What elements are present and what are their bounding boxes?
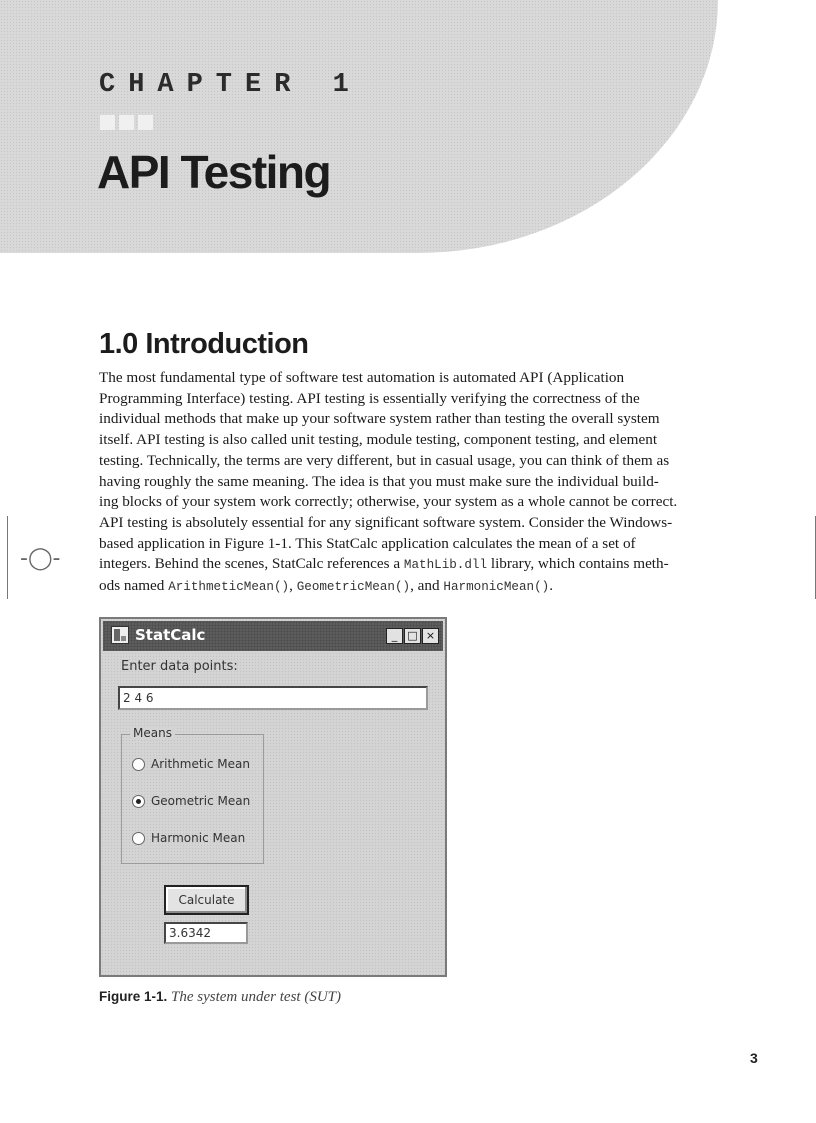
means-groupbox: [121, 726, 264, 864]
text-run: ,: [289, 577, 297, 595]
radio-label: Harmonic Mean: [151, 831, 246, 845]
text-run: .: [549, 577, 554, 595]
paragraph-line: [99, 409, 739, 430]
close-button[interactable]: ×: [422, 628, 439, 644]
figure-label: Figure 1-1.: [99, 989, 168, 1004]
text-run: library, which contains meth-: [487, 555, 669, 573]
maximize-button[interactable]: □: [404, 628, 421, 644]
paragraph-line: [99, 554, 739, 576]
paragraph-line: [99, 513, 739, 534]
inline-code: ArithmeticMean(): [168, 580, 290, 595]
text-run: itself. API testing is also called unit testing, module testing, component testing, and element: [99, 431, 658, 449]
paragraph-line: [99, 368, 739, 389]
calculate-button[interactable]: Calculate: [164, 885, 249, 915]
means-group-label: Means: [130, 726, 175, 740]
inline-code: GeometricMean(): [296, 580, 411, 595]
chapter-title: API Testing: [97, 146, 331, 198]
paragraph-line: [99, 492, 739, 513]
window-titlebar[interactable]: [103, 621, 443, 651]
section-heading: 1.0 Introduction: [99, 328, 309, 360]
paragraph-line: [99, 534, 739, 555]
paragraph-line: [99, 430, 739, 451]
text-run: ing blocks of your system work correctly; otherwise, your system as a whole cannot be correct.: [99, 493, 678, 511]
left-margin-rule: [7, 516, 8, 599]
chapter-label: CHAPTER 1: [99, 70, 362, 100]
paragraph-line: [99, 472, 739, 493]
text-run: individual methods that make up your software system rather than testing the overall system: [99, 410, 660, 428]
figure-caption-text: The system under test (SUT): [171, 989, 341, 1005]
data-points-label: Enter data points:: [121, 659, 238, 674]
text-run: testing. Technically, the terms are very different, but in casual usage, you can think of them as: [99, 451, 670, 469]
text-run: ods named: [99, 577, 169, 595]
inline-code: HarmonicMean(): [443, 580, 550, 595]
radio-label: Arithmetic Mean: [151, 757, 251, 771]
paragraph-line: [99, 389, 739, 410]
statcalc-window: [99, 617, 447, 977]
inline-code: MathLib.dll: [403, 558, 488, 573]
app-icon: [111, 626, 129, 644]
radio-geometric-mean[interactable]: [132, 794, 250, 808]
intro-paragraph: [99, 368, 739, 598]
radio-selected-icon: [132, 795, 145, 808]
paragraph-line: [99, 451, 739, 472]
chapter-ornament-squares: [100, 115, 157, 131]
radio-label: Geometric Mean: [151, 794, 251, 808]
paragraph-line: [99, 576, 739, 598]
text-run: integers. Behind the scenes, StatCalc references a: [99, 555, 404, 573]
text-run: , and: [410, 577, 444, 595]
window-title: StatCalc: [135, 626, 206, 644]
minimize-button[interactable]: _: [386, 628, 403, 644]
radio-harmonic-mean[interactable]: [132, 831, 245, 845]
ornament-square: [119, 115, 134, 130]
figure-caption: [99, 989, 341, 1006]
radio-circle-icon: [132, 832, 145, 845]
ornament-square: [100, 115, 115, 130]
text-run: Programming Interface) testing. API testing is essentially verifying the correctness of the: [99, 389, 640, 407]
radio-circle-icon: [132, 758, 145, 771]
text-run: based application in Figure 1-1. This StatCalc application calculates the mean of a set of: [99, 534, 636, 552]
result-field: [164, 922, 248, 944]
text-run: API testing is absolutely essential for any significant software system. Consider the Windows-: [99, 513, 673, 531]
text-run: The most fundamental type of software test automation is automated API (Application: [99, 369, 625, 386]
data-points-input[interactable]: [118, 686, 428, 710]
text-run: having roughly the same meaning. The idea is that you must make sure the individual build-: [99, 472, 659, 490]
window-controls: [386, 628, 440, 646]
ornament-square: [138, 115, 153, 130]
radio-arithmetic-mean[interactable]: [132, 757, 250, 771]
page-number: 3: [750, 1050, 758, 1066]
registration-mark-icon: -◯-: [20, 546, 61, 571]
